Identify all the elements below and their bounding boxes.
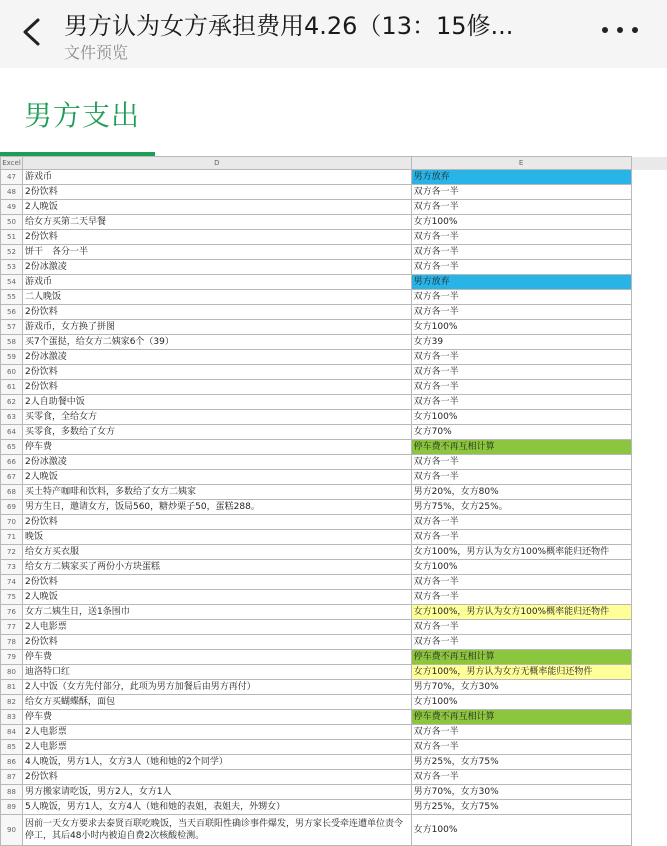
table-row — [1, 575, 667, 590]
empty-cell — [631, 515, 667, 530]
empty-cell — [631, 440, 667, 455]
cell-description[interactable]: 2份冰激凌 — [22, 350, 411, 365]
cell-description[interactable]: 买零食，全给女方 — [22, 410, 411, 425]
row-number[interactable]: 87 — [1, 770, 23, 785]
empty-cell — [631, 785, 667, 800]
row-number[interactable]: 81 — [1, 680, 23, 695]
row-number[interactable]: 66 — [1, 455, 23, 470]
empty-cell — [631, 305, 667, 320]
cell-allocation[interactable]: 双方各一半 — [411, 305, 631, 320]
back-arrow-icon[interactable] — [18, 14, 44, 50]
table-row — [1, 635, 667, 650]
cell-description[interactable]: 停车费 — [22, 710, 411, 725]
cell-allocation[interactable]: 女方100% — [411, 320, 631, 335]
cell-description[interactable]: 2份饮料 — [22, 230, 411, 245]
row-number[interactable]: 59 — [1, 350, 23, 365]
empty-cell — [631, 680, 667, 695]
cell-description[interactable]: 2人晚饭 — [22, 200, 411, 215]
table-row — [1, 200, 667, 215]
empty-cell — [631, 530, 667, 545]
row-number[interactable]: 51 — [1, 230, 23, 245]
cell-description[interactable]: 2份饮料 — [22, 575, 411, 590]
file-title: 男方认为女方承担费用4.26（13：15修... — [64, 6, 584, 41]
row-number[interactable]: 61 — [1, 380, 23, 395]
table-row — [1, 695, 667, 710]
empty-cell — [631, 260, 667, 275]
cell-allocation[interactable]: 双方各一半 — [411, 575, 631, 590]
table-row — [1, 260, 667, 275]
table-row — [1, 470, 667, 485]
empty-cell — [631, 545, 667, 560]
table-row — [1, 770, 667, 785]
table-row — [1, 485, 667, 500]
table-row — [1, 710, 667, 725]
cell-description[interactable]: 女方二姨生日，送1条围巾 — [22, 605, 411, 620]
empty-cell — [631, 590, 667, 605]
cell-description[interactable]: 2人电影票 — [22, 725, 411, 740]
cell-description[interactable]: 晚饭 — [22, 530, 411, 545]
cell-allocation[interactable]: 男方25%，女方75% — [411, 800, 631, 815]
row-number[interactable]: 68 — [1, 485, 23, 500]
table-row — [1, 800, 667, 815]
table-row — [1, 290, 667, 305]
file-preview-label: 文件预览 — [64, 40, 128, 63]
row-number[interactable]: 49 — [1, 200, 23, 215]
row-number[interactable]: 53 — [1, 260, 23, 275]
cell-description[interactable]: 2人晚饭 — [22, 470, 411, 485]
cell-allocation[interactable]: 双方各一半 — [411, 590, 631, 605]
table-row — [1, 350, 667, 365]
empty-cell — [631, 800, 667, 815]
table-row — [1, 380, 667, 395]
cell-description[interactable]: 2份饮料 — [22, 515, 411, 530]
cell-allocation[interactable]: 男方放弃 — [411, 275, 631, 290]
row-number[interactable]: 80 — [1, 665, 23, 680]
table-row — [1, 650, 667, 665]
cell-allocation[interactable]: 双方各一半 — [411, 260, 631, 275]
cell-allocation[interactable]: 停车费不再互相计算 — [411, 650, 631, 665]
cell-allocation[interactable]: 女方100% — [411, 410, 631, 425]
empty-cell — [631, 320, 667, 335]
cell-description[interactable]: 2份饮料 — [22, 380, 411, 395]
row-number[interactable]: 88 — [1, 785, 23, 800]
cell-description[interactable]: 游戏币 — [22, 275, 411, 290]
row-number[interactable]: 62 — [1, 395, 23, 410]
cell-description[interactable]: 2人晚饭 — [22, 590, 411, 605]
table-row — [1, 755, 667, 770]
cell-allocation[interactable]: 男方放弃 — [411, 170, 631, 185]
empty-cell — [631, 470, 667, 485]
table-row — [1, 425, 667, 440]
cell-description[interactable]: 二人晚饭 — [22, 290, 411, 305]
empty-cell — [631, 215, 667, 230]
row-number[interactable]: 48 — [1, 185, 23, 200]
cell-description[interactable]: 因前一天女方要求去泰贤百联吃晚饭，当天百联阳性确诊事件爆发，男方家长受牵连遭单位责令停工，其后48小时内被迫自费2次核酸检测。 — [22, 815, 411, 846]
table-row — [1, 515, 667, 530]
cell-description[interactable]: 2份冰激凌 — [22, 455, 411, 470]
row-number[interactable]: 65 — [1, 440, 23, 455]
cell-description[interactable]: 2份饮料 — [22, 635, 411, 650]
empty-cell — [631, 185, 667, 200]
cell-allocation[interactable]: 女方100%，男方认为女方100%概率能归还物件 — [411, 605, 631, 620]
table-row — [1, 335, 667, 350]
cell-allocation[interactable]: 双方各一半 — [411, 530, 631, 545]
table-row — [1, 740, 667, 755]
cell-allocation[interactable]: 双方各一半 — [411, 395, 631, 410]
cell-allocation[interactable]: 男方70%，女方30% — [411, 680, 631, 695]
table-row — [1, 320, 667, 335]
cell-allocation[interactable]: 双方各一半 — [411, 200, 631, 215]
cell-description[interactable]: 2人电影票 — [22, 620, 411, 635]
cell-allocation[interactable]: 女方100% — [411, 695, 631, 710]
cell-description[interactable]: 游戏币，女方换了拼图 — [22, 320, 411, 335]
cell-description[interactable]: 2人电影票 — [22, 740, 411, 755]
cell-allocation[interactable]: 停车费不再互相计算 — [411, 710, 631, 725]
cell-allocation[interactable]: 双方各一半 — [411, 290, 631, 305]
empty-cell — [631, 455, 667, 470]
row-number[interactable]: 63 — [1, 410, 23, 425]
row-number[interactable]: 72 — [1, 545, 23, 560]
empty-cell — [631, 620, 667, 635]
column-header-d[interactable]: D — [22, 157, 411, 170]
empty-cell — [631, 245, 667, 260]
table-row — [1, 275, 667, 290]
table-row — [1, 185, 667, 200]
cell-allocation[interactable]: 男方70%，女方30% — [411, 785, 631, 800]
cell-allocation[interactable]: 女方100%，男方认为女方无概率能归还物件 — [411, 665, 631, 680]
table-row — [1, 605, 667, 620]
row-number[interactable]: 71 — [1, 530, 23, 545]
empty-cell — [631, 350, 667, 365]
row-number[interactable]: 67 — [1, 470, 23, 485]
row-number[interactable]: 77 — [1, 620, 23, 635]
cell-allocation[interactable]: 双方各一半 — [411, 740, 631, 755]
corner-cell: Excel — [1, 157, 23, 170]
table-row — [1, 560, 667, 575]
cell-description[interactable]: 4人晚饭，男方1人，女方3人（她和她的2个同学） — [22, 755, 411, 770]
cell-description[interactable]: 饼干 各分一半 — [22, 245, 411, 260]
table-row — [1, 230, 667, 245]
empty-cell — [631, 755, 667, 770]
row-number[interactable]: 76 — [1, 605, 23, 620]
cell-allocation[interactable]: 双方各一半 — [411, 380, 631, 395]
cell-allocation[interactable]: 女方100%，男方认为女方100%概率能归还物件 — [411, 545, 631, 560]
row-number[interactable]: 75 — [1, 590, 23, 605]
empty-column — [631, 157, 667, 170]
table-row — [1, 785, 667, 800]
row-number[interactable]: 74 — [1, 575, 23, 590]
row-number[interactable]: 82 — [1, 695, 23, 710]
row-number[interactable]: 73 — [1, 560, 23, 575]
cell-description[interactable]: 5人晚饭，男方1人，女方4人（她和她的表姐，表姐夫，外甥女） — [22, 800, 411, 815]
cell-description[interactable]: 停车费 — [22, 650, 411, 665]
empty-cell — [631, 500, 667, 515]
empty-cell — [631, 635, 667, 650]
empty-cell — [631, 815, 667, 846]
cell-description[interactable]: 买零食，多数给了女方 — [22, 425, 411, 440]
row-number[interactable]: 78 — [1, 635, 23, 650]
cell-description[interactable]: 2份冰激凌 — [22, 260, 411, 275]
cell-allocation[interactable]: 女方100% — [411, 815, 631, 846]
cell-description[interactable]: 2份饮料 — [22, 305, 411, 320]
row-number[interactable]: 69 — [1, 500, 23, 515]
cell-allocation[interactable]: 双方各一半 — [411, 230, 631, 245]
cell-description[interactable]: 给女方买蝴蝶酥，面包 — [22, 695, 411, 710]
table-row — [1, 590, 667, 605]
table-row — [1, 530, 667, 545]
tab-male-expenses[interactable] — [0, 68, 155, 156]
cell-description[interactable]: 游戏币 — [22, 170, 411, 185]
cell-description[interactable]: 2份饮料 — [22, 185, 411, 200]
cell-allocation[interactable]: 双方各一半 — [411, 635, 631, 650]
cell-allocation[interactable]: 双方各一半 — [411, 770, 631, 785]
empty-cell — [631, 575, 667, 590]
cell-allocation[interactable]: 双方各一半 — [411, 725, 631, 740]
row-number[interactable]: 58 — [1, 335, 23, 350]
top-bar — [0, 0, 667, 68]
cell-description[interactable]: 给女方买第二天早餐 — [22, 215, 411, 230]
cell-allocation[interactable]: 男方20%，女方80% — [411, 485, 631, 500]
cell-allocation[interactable]: 女方70% — [411, 425, 631, 440]
row-number[interactable]: 86 — [1, 755, 23, 770]
cell-description[interactable]: 2人中饭（女方先付部分，此项为男方加餐后由男方再付） — [22, 680, 411, 695]
table-row — [1, 725, 667, 740]
cell-allocation[interactable]: 停车费不再互相计算 — [411, 440, 631, 455]
cell-allocation[interactable]: 女方100% — [411, 215, 631, 230]
row-number[interactable]: 90 — [1, 815, 23, 846]
empty-cell — [631, 290, 667, 305]
table-row — [1, 245, 667, 260]
cell-allocation[interactable]: 女方100% — [411, 560, 631, 575]
tab-label: 男方支出 — [24, 94, 140, 134]
cell-description[interactable]: 买土特产咖啡和饮料，多数给了女方二姨家 — [22, 485, 411, 500]
cell-description[interactable]: 2份饮料 — [22, 770, 411, 785]
more-options-icon[interactable] — [602, 18, 638, 42]
spreadsheet-table — [0, 156, 667, 846]
table-row — [1, 620, 667, 635]
cell-allocation[interactable]: 男方75%，女方25%。 — [411, 500, 631, 515]
empty-cell — [631, 200, 667, 215]
row-number[interactable]: 89 — [1, 800, 23, 815]
table-row — [1, 815, 667, 846]
empty-cell — [631, 650, 667, 665]
table-row — [1, 410, 667, 425]
empty-cell — [631, 380, 667, 395]
empty-cell — [631, 410, 667, 425]
table-row — [1, 305, 667, 320]
empty-cell — [631, 725, 667, 740]
row-number[interactable]: 50 — [1, 215, 23, 230]
cell-allocation[interactable]: 双方各一半 — [411, 185, 631, 200]
empty-cell — [631, 335, 667, 350]
empty-cell — [631, 665, 667, 680]
table-row — [1, 500, 667, 515]
empty-cell — [631, 485, 667, 500]
cell-allocation[interactable]: 双方各一半 — [411, 455, 631, 470]
table-row — [1, 545, 667, 560]
cell-description[interactable]: 2份饮料 — [22, 365, 411, 380]
cell-allocation[interactable]: 双方各一半 — [411, 620, 631, 635]
empty-cell — [631, 425, 667, 440]
empty-cell — [631, 605, 667, 620]
row-number[interactable]: 55 — [1, 290, 23, 305]
row-number[interactable]: 57 — [1, 320, 23, 335]
row-number[interactable]: 64 — [1, 425, 23, 440]
table-row — [1, 215, 667, 230]
cell-description[interactable]: 迪洛特口红 — [22, 665, 411, 680]
row-number[interactable]: 52 — [1, 245, 23, 260]
cell-description[interactable]: 停车费 — [22, 440, 411, 455]
table-row — [1, 395, 667, 410]
sheet-tab-bar — [0, 68, 667, 157]
cell-description[interactable]: 2人自助餐中饭 — [22, 395, 411, 410]
row-number[interactable]: 79 — [1, 650, 23, 665]
empty-cell — [631, 770, 667, 785]
row-number[interactable]: 47 — [1, 170, 23, 185]
cell-allocation[interactable]: 双方各一半 — [411, 470, 631, 485]
column-header-row — [1, 157, 667, 170]
table-row — [1, 665, 667, 680]
table-row — [1, 680, 667, 695]
cell-allocation[interactable]: 双方各一半 — [411, 350, 631, 365]
empty-cell — [631, 560, 667, 575]
row-number[interactable]: 83 — [1, 710, 23, 725]
row-number[interactable]: 84 — [1, 725, 23, 740]
empty-cell — [631, 710, 667, 725]
row-number[interactable]: 54 — [1, 275, 23, 290]
row-number[interactable]: 70 — [1, 515, 23, 530]
empty-cell — [631, 740, 667, 755]
table-row — [1, 455, 667, 470]
row-number[interactable]: 56 — [1, 305, 23, 320]
empty-cell — [631, 395, 667, 410]
cell-description[interactable]: 男方生日，邀请女方，饭局560，糖炒栗子50，蛋糕288。 — [22, 500, 411, 515]
row-number[interactable]: 85 — [1, 740, 23, 755]
cell-allocation[interactable]: 男方25%，女方75% — [411, 755, 631, 770]
table-row — [1, 365, 667, 380]
empty-cell — [631, 695, 667, 710]
cell-allocation[interactable]: 双方各一半 — [411, 365, 631, 380]
empty-cell — [631, 170, 667, 185]
cell-allocation[interactable]: 双方各一半 — [411, 245, 631, 260]
empty-cell — [631, 275, 667, 290]
cell-allocation[interactable]: 女方39 — [411, 335, 631, 350]
column-header-e[interactable]: E — [411, 157, 631, 170]
spreadsheet-view[interactable] — [0, 156, 667, 830]
cell-description[interactable]: 买7个蛋挞，给女方二姨家6个（39） — [22, 335, 411, 350]
cell-description[interactable]: 给女方二姨家买了两份小方块蛋糕 — [22, 560, 411, 575]
table-row — [1, 440, 667, 455]
cell-description[interactable]: 给女方买衣服 — [22, 545, 411, 560]
cell-description[interactable]: 男方搬家请吃饭，男方2人，女方1人 — [22, 785, 411, 800]
cell-allocation[interactable]: 双方各一半 — [411, 515, 631, 530]
table-row — [1, 170, 667, 185]
row-number[interactable]: 60 — [1, 365, 23, 380]
empty-cell — [631, 365, 667, 380]
empty-cell — [631, 230, 667, 245]
